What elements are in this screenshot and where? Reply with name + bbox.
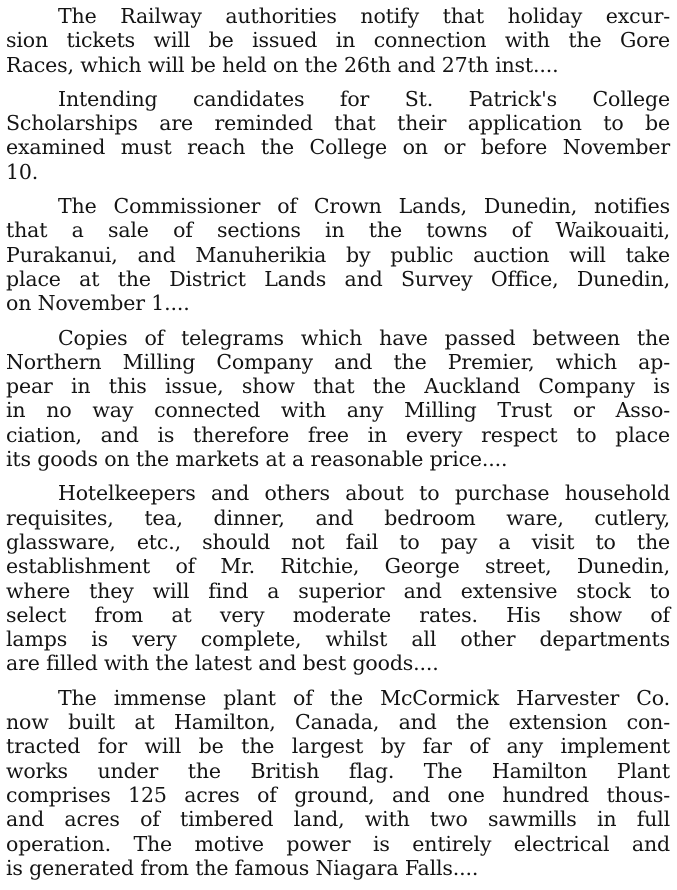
paragraph-mccormick-harvester — [6, 686, 670, 880]
text-line: works under the British flag. The Hamilton Plant — [6, 758, 670, 783]
text-line: requisites, tea, dinner, and bedroom ware, cutlery, — [6, 505, 670, 530]
text-line: are filled with the latest and best goods.... — [6, 651, 439, 676]
text-line: Copies of telegrams which have passed between the — [58, 325, 670, 350]
paragraph-ritchie-household — [6, 481, 670, 675]
text-line: Scholarships are reminded that their application to be — [6, 111, 670, 136]
text-line: on November 1.... — [6, 291, 190, 316]
text-line: Northern Milling Company and the Premier, which ap- — [6, 349, 670, 374]
text-line: and acres of timbered land, with two sawmills in full — [6, 807, 670, 832]
text-line: Purakanui, and Manuherikia by public auction will take — [6, 242, 670, 267]
text-line: select from at very moderate rates. His show of — [6, 602, 670, 627]
text-line: sion tickets will be issued in connection with the Gore — [6, 28, 670, 53]
text-line: examined must reach the College on or before November — [6, 135, 670, 160]
text-line: operation. The motive power is entirely electrical and — [6, 831, 670, 856]
paragraph-railway-excursion — [6, 4, 670, 77]
text-line: tracted for will be the largest by far of any implement — [6, 734, 670, 759]
text-line: its goods on the markets at a reasonable price.... — [6, 447, 508, 472]
text-line: glassware, etc., should not fail to pay a visit to the — [6, 529, 670, 554]
paragraph-crown-lands-sale — [6, 194, 670, 315]
text-line: where they will find a superior and extensive stock to — [6, 578, 670, 603]
text-line: The immense plant of the McCormick Harvester Co. — [58, 685, 670, 710]
text-line: Intending candidates for St. Patrick's College — [58, 86, 670, 111]
text-line: establishment of Mr. Ritchie, George street, Dunedin, — [6, 554, 670, 579]
paragraph-milling-telegrams — [6, 326, 670, 472]
text-line: lamps is very complete, whilst all other departments — [6, 627, 670, 652]
newspaper-column — [6, 4, 670, 890]
text-line: Hotelkeepers and others about to purchase household — [58, 481, 670, 506]
text-line: comprises 125 acres of ground, and one hundred thous- — [6, 782, 670, 807]
text-line: in no way connected with any Milling Trust or Asso- — [6, 398, 670, 423]
text-line: Races, which will be held on the 26th and 27th inst.... — [6, 52, 559, 77]
text-line: ciation, and is therefore free in every respect to place — [6, 422, 670, 447]
text-line: The Commissioner of Crown Lands, Dunedin, notifies — [58, 194, 670, 219]
paragraph-college-scholarships — [6, 87, 670, 184]
text-line: now built at Hamilton, Canada, and the extension con- — [6, 710, 670, 735]
text-line: is generated from the famous Niagara Falls.... — [6, 855, 479, 880]
text-line: The Railway authorities notify that holiday excur- — [58, 4, 670, 28]
text-line: that a sale of sections in the towns of Waikouaiti, — [6, 218, 670, 243]
text-line: pear in this issue, show that the Auckland Company is — [6, 374, 670, 399]
text-line: place at the District Lands and Survey Office, Dunedin, — [6, 266, 670, 291]
text-line: 10. — [6, 159, 39, 184]
